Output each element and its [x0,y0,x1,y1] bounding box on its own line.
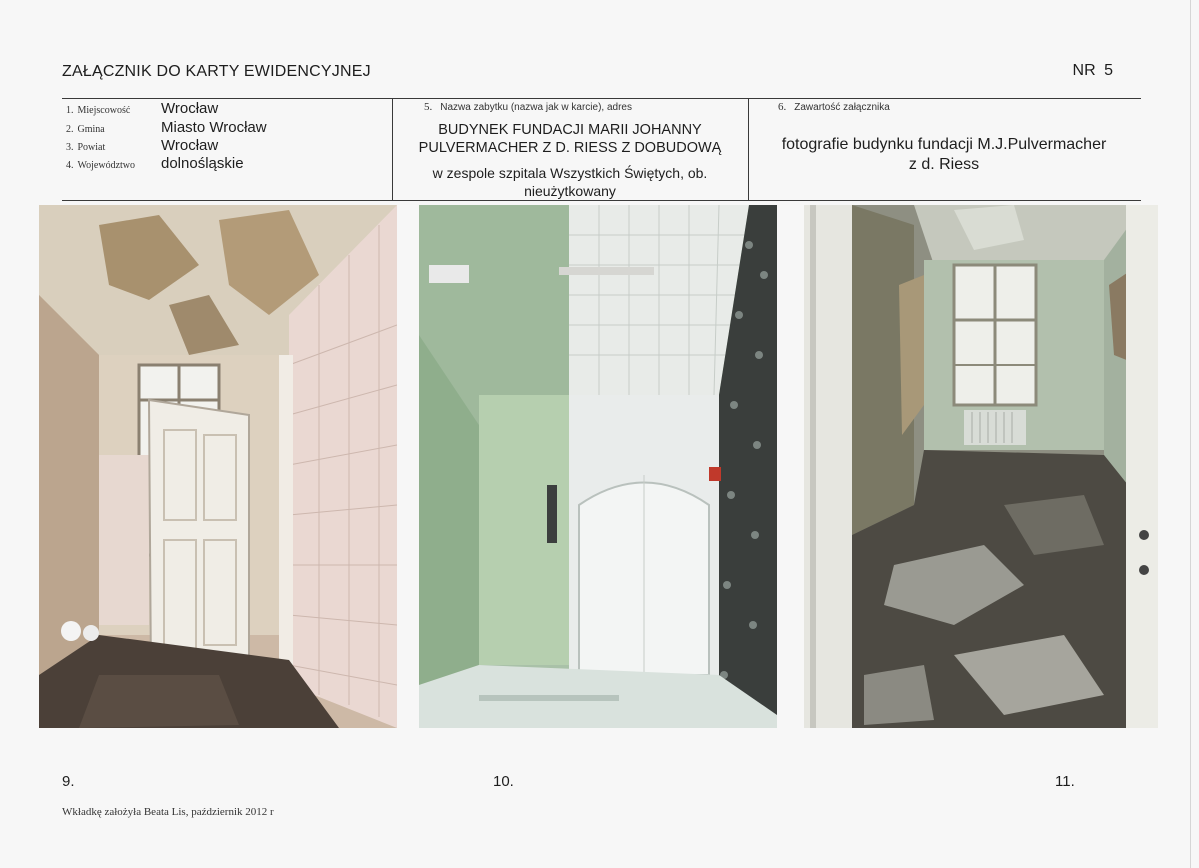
location-value: Wrocław [161,137,219,154]
photo-11-room-window [804,205,1158,728]
monument-name: BUDYNEK FUNDACJI MARII JOHANNY PULVERMACHER Z D. RIESS Z DOBUDOWĄ [418,122,722,156]
document-number: NR 5 [1072,62,1113,79]
monument-heading: 5. Nazwa zabytku (nazwa jak w karcie), adres [424,101,632,113]
location-label: Województwo [77,160,136,171]
location-value: dolnośląskie [161,155,244,172]
location-label: Gmina [77,124,105,135]
attachment-contents: fotografie budynku fundacji M.J.Pulvermacher z d. Riess [781,136,1107,173]
location-row-district: 3. Powiat Wrocław [66,137,219,154]
photo-number-9: 9. [62,773,75,790]
location-value: Miasto Wrocław [161,119,267,136]
location-row-town: 1. Miejscowość Wrocław [66,100,219,117]
location-row-voivodeship: 4. Województwo dolnośląskie [66,155,244,172]
photo-number-10: 10. [493,773,514,790]
scan-edge [1190,0,1191,868]
document-title: ZAŁĄCZNIK DO KARTY EWIDENCYJNEJ [62,63,371,80]
location-label: Powiat [77,142,106,153]
table-top-rule [62,98,1141,99]
photo-9-corridor-door [39,205,397,728]
location-row-commune: 2. Gmina Miasto Wrocław [66,119,267,136]
monument-address: w zespole szpitala Wszystkich Świętych, ob. nieużytkowany [432,165,708,199]
location-value: Wrocław [161,100,219,117]
table-bottom-rule [62,200,1141,201]
footer-author-note: Wkładkę założyła Beata Lis, październik 2012 r [62,806,274,818]
photo-number-11: 11. [1055,773,1075,790]
attachment-heading: 6. Zawartość załącznika [778,101,890,113]
photo-10-ceiling-view [419,205,777,728]
location-label: Miejscowość [77,105,131,116]
